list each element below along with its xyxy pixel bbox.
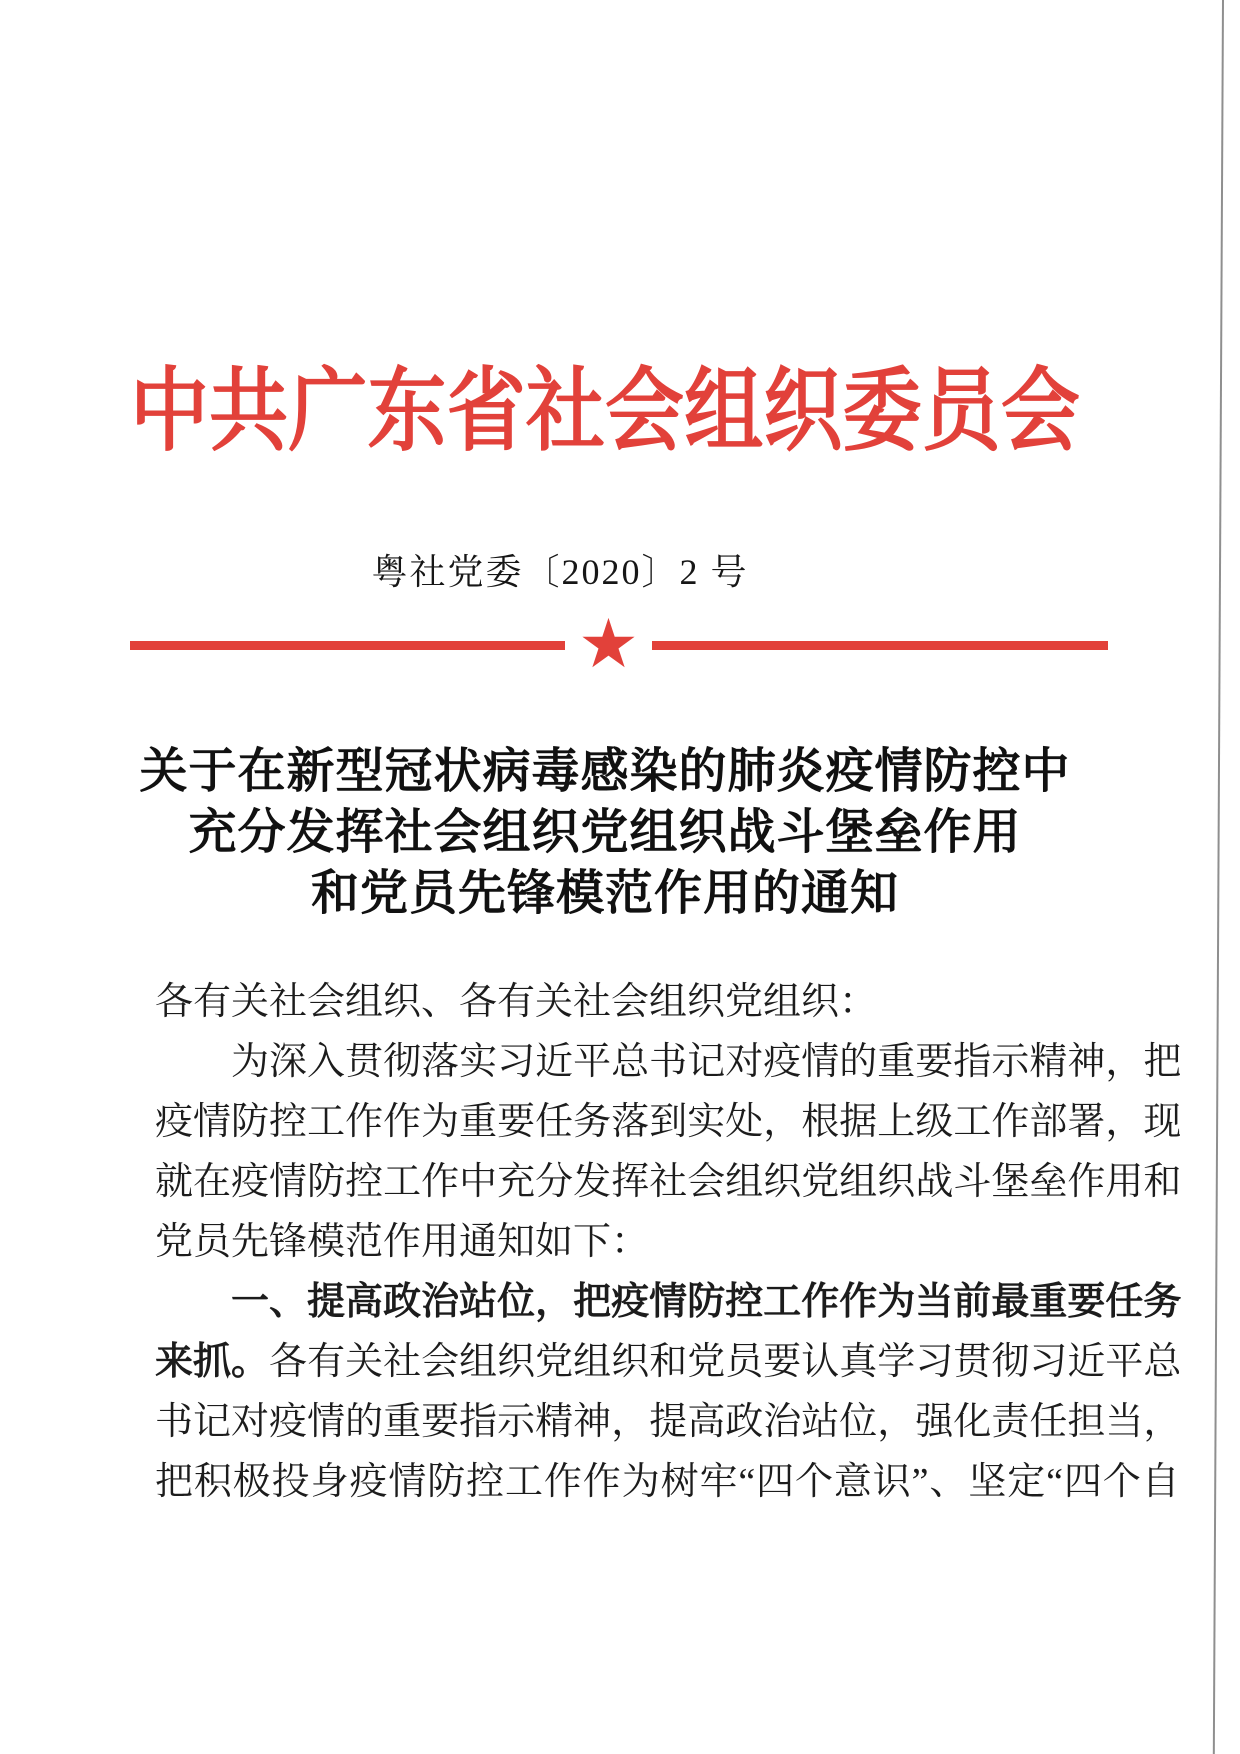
body-text: 控 [345, 1161, 384, 1203]
body-text: 总 [1143, 1341, 1182, 1383]
body-text: 垒 [1029, 1161, 1068, 1203]
org-name-char: 会 [605, 362, 685, 463]
org-name-char: 组 [684, 362, 764, 463]
body-line [155, 1272, 1180, 1332]
body-text-bold: 一 [231, 1281, 270, 1323]
body-text-bold: 、 [269, 1281, 308, 1323]
body-text: 要 [763, 1341, 802, 1383]
body-line [155, 1032, 1180, 1092]
body-text: 会 [421, 1341, 460, 1383]
body-text-bold: 为 [877, 1281, 916, 1323]
body-text: 会 [687, 1161, 726, 1203]
body-text-bold: 治 [421, 1281, 460, 1323]
body-text: 贯 [953, 1341, 992, 1383]
body-text: 各有关社会组织、各有关社会组织党组织： [155, 981, 878, 1023]
body-text: 组 [573, 1341, 612, 1383]
body-text: 对 [725, 1041, 764, 1083]
body-text: 组 [459, 1341, 498, 1383]
body-text: 四 [756, 1461, 795, 1503]
body-text: 防 [231, 1101, 270, 1143]
body-text: 总 [611, 1041, 650, 1083]
body-text: “ [1046, 1461, 1063, 1503]
body-text: 员 [725, 1341, 764, 1383]
body-line [155, 1452, 1180, 1512]
body-text: 把 [1143, 1041, 1182, 1083]
body-text: 习 [1029, 1341, 1068, 1383]
body-text: 神 [573, 1401, 612, 1443]
body-text: 实 [459, 1041, 498, 1083]
body-line [155, 1332, 1180, 1392]
org-name-char: 广 [288, 362, 368, 463]
body-text: 高 [687, 1401, 726, 1443]
body-text: 习 [915, 1341, 954, 1383]
document-title [105, 741, 1105, 924]
document-body [155, 972, 1180, 1512]
body-text: 指 [459, 1401, 498, 1443]
red-divider [130, 605, 1108, 684]
body-text: 作 [582, 1461, 621, 1503]
body-text-bold: 当 [915, 1281, 954, 1323]
body-text: 政 [725, 1401, 764, 1443]
body-text-bold: 疫 [611, 1281, 650, 1323]
org-name-char: 织 [763, 362, 843, 463]
body-text: ， [1105, 1041, 1144, 1083]
body-text: 身 [310, 1461, 349, 1503]
body-text: ， [611, 1401, 650, 1443]
body-text: 化 [953, 1401, 992, 1443]
star-icon: ★ [578, 605, 639, 684]
paragraph-indent [155, 1272, 231, 1332]
body-text: 作 [1067, 1161, 1106, 1203]
body-text: 责 [991, 1401, 1030, 1443]
body-text: ， [1143, 1401, 1182, 1443]
body-text: 作 [421, 1161, 460, 1203]
title-line: 关于在新型冠状病毒感染的肺炎疫情防控中 [139, 745, 1071, 798]
body-text: 斗 [953, 1161, 992, 1203]
title-line: 充分发挥社会组织党组织战斗堡垒作用 [188, 806, 1022, 859]
body-text-bold: 高 [345, 1281, 384, 1323]
body-text: 社 [649, 1161, 688, 1203]
body-text: 提 [649, 1401, 688, 1443]
body-text: ， [1105, 1101, 1144, 1143]
body-text: 到 [649, 1101, 688, 1143]
body-text: 疫 [763, 1041, 802, 1083]
body-text: 级 [915, 1101, 954, 1143]
body-text: 工 [505, 1461, 544, 1503]
body-text: 识 [872, 1461, 911, 1503]
body-text: 的 [839, 1041, 878, 1083]
body-text: 坚 [968, 1461, 1007, 1503]
body-text: 对 [231, 1401, 270, 1443]
body-text: 控 [269, 1101, 308, 1143]
body-text: 近 [1067, 1341, 1106, 1383]
body-text: 工 [953, 1101, 992, 1143]
body-text: 和 [1143, 1161, 1182, 1203]
body-text: 自 [1141, 1461, 1180, 1503]
body-text: 定 [1007, 1461, 1046, 1503]
body-text: 书 [155, 1401, 194, 1443]
body-text: 投 [271, 1461, 310, 1503]
title-line: 和党员先锋模范作用的通知 [310, 867, 899, 920]
body-text: 情 [307, 1401, 346, 1443]
body-text: 重 [383, 1401, 422, 1443]
body-text: 作 [543, 1461, 582, 1503]
body-text: 学 [877, 1341, 916, 1383]
org-name-char: 社 [525, 362, 605, 463]
body-text: 疫 [269, 1401, 308, 1443]
body-text-bold: 位 [497, 1281, 536, 1323]
body-text: 精 [535, 1401, 574, 1443]
body-text-bold: 前 [953, 1281, 992, 1323]
body-text: 根 [801, 1101, 840, 1143]
body-text: 就 [155, 1161, 194, 1203]
body-text: 战 [915, 1161, 954, 1203]
body-text: 有 [307, 1341, 346, 1383]
body-text: 示 [991, 1041, 1030, 1083]
body-text-bold: 防 [687, 1281, 726, 1323]
body-text: 贯 [345, 1041, 384, 1083]
body-text: 各 [269, 1341, 308, 1383]
body-text: 落 [421, 1041, 460, 1083]
body-text: 积 [193, 1461, 232, 1503]
body-text: 防 [307, 1161, 346, 1203]
body-text-bold: 来 [155, 1341, 194, 1383]
body-text: 个 [795, 1461, 834, 1503]
body-text: 担 [1067, 1401, 1106, 1443]
body-text: 部 [1029, 1101, 1068, 1143]
scan-edge-artifact [1213, 0, 1224, 1754]
body-text: 在 [193, 1161, 232, 1203]
body-line [155, 972, 1180, 1032]
divider-line-right [652, 641, 1108, 650]
body-text: 情 [801, 1041, 840, 1083]
body-text: 织 [763, 1161, 802, 1203]
body-text: 工 [307, 1101, 346, 1143]
body-text: 分 [535, 1161, 574, 1203]
body-text: 组 [725, 1161, 764, 1203]
body-text-bold: 控 [725, 1281, 764, 1323]
body-text-bold: 最 [991, 1281, 1030, 1323]
body-text: 为 [421, 1101, 460, 1143]
body-text-bold: 要 [1067, 1281, 1106, 1323]
body-text-bold: 把 [573, 1281, 612, 1323]
body-text: 真 [839, 1341, 878, 1383]
body-text: 防 [427, 1461, 466, 1503]
body-text: 近 [535, 1041, 574, 1083]
body-text: 织 [497, 1341, 536, 1383]
body-text: 疫 [155, 1101, 194, 1143]
body-text: 树 [660, 1461, 699, 1503]
body-text: ， [877, 1401, 916, 1443]
body-text: “ [738, 1461, 756, 1503]
body-text: 疫 [349, 1461, 388, 1503]
body-text: 任 [535, 1101, 574, 1143]
body-text: 上 [877, 1101, 916, 1143]
body-text: 治 [763, 1401, 802, 1443]
body-text: 处 [725, 1101, 764, 1143]
body-text: 据 [839, 1101, 878, 1143]
body-text-bold: 重 [1029, 1281, 1068, 1323]
body-text: 重 [877, 1041, 916, 1083]
paragraph-indent [155, 1032, 231, 1092]
body-text: 作 [991, 1101, 1030, 1143]
body-text: 站 [801, 1401, 840, 1443]
body-text-bold: 。 [231, 1341, 270, 1383]
body-text: 示 [497, 1401, 536, 1443]
body-text: 书 [649, 1041, 688, 1083]
letterhead-org-name [130, 350, 1080, 477]
body-text-bold: ， [535, 1281, 574, 1323]
body-line [155, 1212, 1180, 1272]
body-text: 作 [345, 1101, 384, 1143]
body-text: 深 [269, 1041, 308, 1083]
body-text: 要 [497, 1101, 536, 1143]
body-text: 控 [466, 1461, 505, 1503]
body-text: 关 [345, 1341, 384, 1383]
body-text-bold: 务 [1143, 1281, 1182, 1323]
org-name-char: 中 [130, 362, 209, 463]
body-text: 神 [1067, 1041, 1106, 1083]
body-text-bold: 抓 [193, 1341, 232, 1383]
body-text: 要 [915, 1041, 954, 1083]
body-text-bold: 提 [307, 1281, 346, 1323]
body-text: 为 [621, 1461, 660, 1503]
body-text: 党 [535, 1341, 574, 1383]
body-text: 认 [801, 1341, 840, 1383]
body-text: 发 [573, 1161, 612, 1203]
body-text: 织 [877, 1161, 916, 1203]
org-name-char: 共 [209, 362, 289, 463]
org-name-char: 会 [1000, 362, 1080, 463]
body-text: 中 [459, 1161, 498, 1203]
body-text: 组 [839, 1161, 878, 1203]
body-text: 党 [801, 1161, 840, 1203]
body-text: 充 [497, 1161, 536, 1203]
body-text: 的 [345, 1401, 384, 1443]
body-text: ， [763, 1101, 802, 1143]
body-text: 把 [155, 1461, 194, 1503]
body-text: 指 [953, 1041, 992, 1083]
body-text: 强 [915, 1401, 954, 1443]
body-text: 极 [232, 1461, 271, 1503]
body-text-bold: 情 [649, 1281, 688, 1323]
org-name-char: 委 [842, 362, 922, 463]
body-line [155, 1392, 1180, 1452]
body-text: 党 [687, 1341, 726, 1383]
body-text: 彻 [991, 1341, 1030, 1383]
body-text: 平 [1105, 1341, 1144, 1383]
body-text: 党员先锋模范作用通知如下： [155, 1221, 650, 1263]
body-text-bold: 政 [383, 1281, 422, 1323]
body-text: 工 [383, 1161, 422, 1203]
body-text: ” [911, 1461, 929, 1503]
org-name-char: 东 [367, 362, 447, 463]
divider-line-left [130, 641, 565, 650]
body-text: 务 [573, 1101, 612, 1143]
body-text: 意 [833, 1461, 872, 1503]
body-text-bold: 作 [839, 1281, 878, 1323]
body-text: 、 [929, 1461, 968, 1503]
body-text: 平 [573, 1041, 612, 1083]
body-text: 牢 [699, 1461, 738, 1503]
body-text: 情 [269, 1161, 308, 1203]
body-text: 堡 [991, 1161, 1030, 1203]
body-line [155, 1152, 1180, 1212]
body-text: 精 [1029, 1041, 1068, 1083]
body-text: 重 [459, 1101, 498, 1143]
body-text-bold: 作 [801, 1281, 840, 1323]
body-line [155, 1092, 1180, 1152]
body-text: 四 [1063, 1461, 1102, 1503]
body-text-bold: 工 [763, 1281, 802, 1323]
body-text-bold: 任 [1105, 1281, 1144, 1323]
body-text: 情 [193, 1101, 232, 1143]
body-text: 彻 [383, 1041, 422, 1083]
body-text: 社 [383, 1341, 422, 1383]
body-text: 习 [497, 1041, 536, 1083]
org-name-char: 省 [446, 362, 526, 463]
body-text: 疫 [231, 1161, 270, 1203]
body-text: 个 [1102, 1461, 1141, 1503]
body-text: 要 [421, 1401, 460, 1443]
body-text: 织 [611, 1341, 650, 1383]
body-text: 署 [1067, 1101, 1106, 1143]
body-text: 入 [307, 1041, 346, 1083]
body-text: 记 [193, 1401, 232, 1443]
body-text-bold: 站 [459, 1281, 498, 1323]
document-number: 粤社党委〔2020〕2 号 [371, 552, 749, 592]
body-text: 用 [1105, 1161, 1144, 1203]
body-text: 现 [1143, 1101, 1182, 1143]
body-text: 落 [611, 1101, 650, 1143]
body-text: 任 [1029, 1401, 1068, 1443]
body-text: 为 [231, 1041, 270, 1083]
body-text: 挥 [611, 1161, 650, 1203]
body-text: 情 [388, 1461, 427, 1503]
body-text: 和 [649, 1341, 688, 1383]
body-text: 实 [687, 1101, 726, 1143]
org-name-char: 员 [921, 362, 1001, 463]
body-text: 位 [839, 1401, 878, 1443]
body-text: 作 [383, 1101, 422, 1143]
body-text: 记 [687, 1041, 726, 1083]
body-text: 当 [1105, 1401, 1144, 1443]
